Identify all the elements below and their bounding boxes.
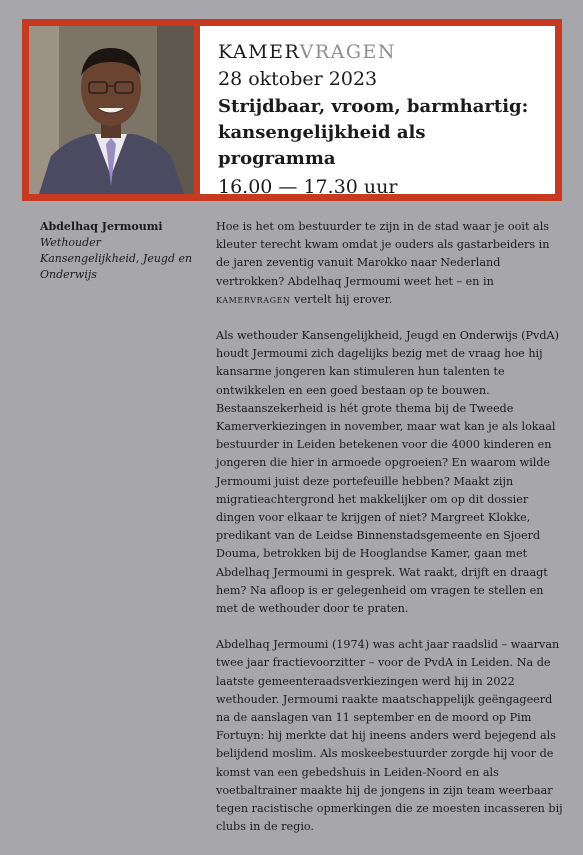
series-name-inline: kamervragen [216,292,291,306]
series-title-part2: VRAGEN [299,41,397,63]
event-banner [22,19,562,201]
event-date: 28 oktober 2023 [218,68,378,90]
photo-caption [40,219,200,283]
headline-line-2: kansengelijkheid als programma [218,122,426,169]
series-title-part1: KAMER [218,41,300,63]
headline-line-1: Strijdbaar, vroom, barmhartig: [218,96,529,117]
paragraph-3: Abdelhaq Jermoumi (1974) was acht jaar raadslid – waarvan twee jaar fractievoorzitter – voor de PvdA in Leiden. Na de laatste gemeenteraadsverkiezingen werd hij in 2022 wethouder. Jermoumi raakte maatschappelijk geëngageerd na de aanslagen van 11 september en de moord op Pim Fortuyn: hij merkte dat hij ineens anders werd bejegend als belijdend moslim. Als moskeebestuurder zorgde hij voor de komst van een gebedshuis in Leiden-Noord en als voetbaltrainer maakte hij de jongens in zijn team weerbaar tegen racistische opmerkingen die ze moesten incasseren bij clubs in de regio. [216,638,563,834]
portrait-photo [29,26,194,194]
event-headline [218,94,539,172]
speaker-role: Wethouder Kansengelijkheid, Jeugd en Onderwijs [40,236,193,281]
paragraph-1-text: Hoe is het om bestuurder te zijn in de stad waar je ooit als kleuter terecht kwam omdat je ouders als gastarbeiders in de jaren zeventig vanuit Marokko naar Nederland vertrokken? Abdelhaq Jermoumi weet het – en in [216,220,550,288]
series-title [218,40,539,64]
paragraph-2: Als wethouder Kansengelijkheid, Jeugd en Onderwijs (PvdA) houdt Jermoumi zich dagelijks bezig met de vraag hoe hij kansarme jongeren kan stimuleren hun talenten te ontwikkelen en een goed bestaan op te bouwen. Bestaanszekerheid is hét grote thema bij de Tweede Kamerverkiezingen in november, maar wat kan je als lokaal bestuurder in Leiden betekenen voor die 4000 kinderen en jongeren die hier in armoede opgroeien? En waarom wilde Jermoumi juist deze portefeuille hebben? Maakt zijn migratieachtergrond het makkelijker om op dit dossier dingen voor elkaar te krijgen of niet? Margreet Klokke, predikant van de Leidse Binnenstadsgemeente en Sjoerd Douma, betrokken bij de Hooglandse Kamer, gaan met Abdelhaq Jermoumi in gesprek. Wat raakt, drijft en draagt hem? Na afloop is er gelegenheid om vragen te stellen en met de wethouder door te praten. [216,329,559,616]
event-time: 16.00 — 17.30 uur [218,176,398,198]
speaker-name: Abdelhaq Jermoumi [40,220,163,233]
event-title-box [200,26,555,198]
paragraph-1 [216,218,564,309]
paragraph-1-end: vertelt hij erover. [294,292,393,306]
article-body [216,218,564,855]
